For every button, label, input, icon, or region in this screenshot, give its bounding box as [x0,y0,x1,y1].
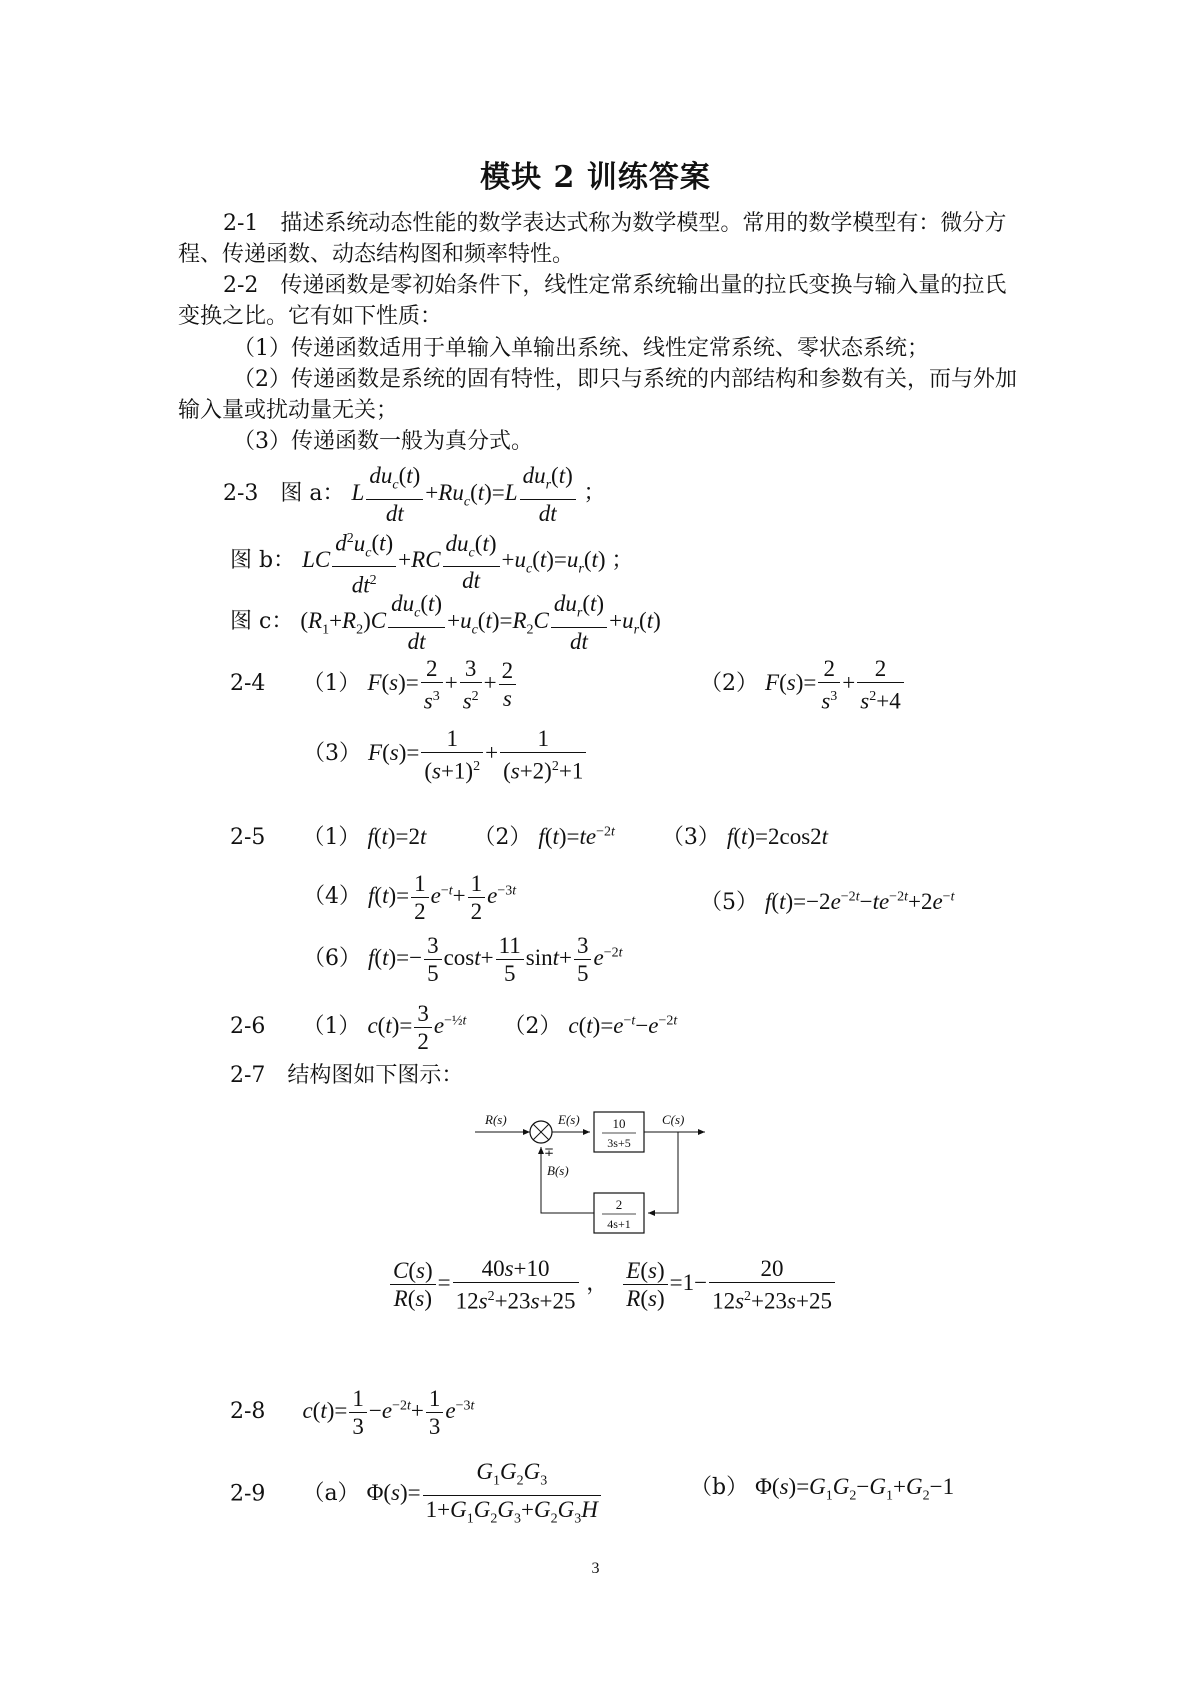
label-2-5: 2-5 [230,825,266,850]
label-C: C(s) [662,1112,685,1127]
answer-2-5-5 [700,885,954,916]
answer-2-9-b [690,1470,954,1505]
equation-2-5-3: f(t)=2cos2t [726,824,829,849]
equation-2-5-1: f(t)=2t [367,824,427,849]
item-label: （b） [690,1475,749,1500]
item-label: （3） [661,825,720,850]
feedback-den: 4s+1 [607,1217,631,1231]
equation-2-9-a: Φ(s)= $\frac{G_1G_2G_3}{1+G_1G_2G_3+G_2G_3H}$ [367,1480,603,1505]
feedback-sign: ∓ [544,1145,555,1159]
forward-num: 10 [612,1116,626,1131]
answer-2-4-2 [700,655,906,715]
equation-2-5-4: f(t)= $\frac{1}{2}$ $e^{-t}+$ $\frac{1}{2}$ $e^{-3t}$ [368,871,517,924]
answer-2-2: 2-2 传递函数是零初始条件下，线性定常系统输出量的拉氏变换与输入量的拉氏变换之比。它有如下性质： [178,273,1007,329]
equation-2-3-a: L $du_c(t)$ dt $+Ru_c(t)=L$ $du_r(t)$ dt [352,480,584,505]
answer-2-9-a [230,1458,603,1532]
answer-2-5-4 [303,870,516,925]
label-2-3-a: 2-3 图 a： [223,480,345,506]
item-label: （2） [473,825,532,850]
answer-2-4-3 [303,725,588,785]
equation-2-4-1: F(s)= $\frac{2}{s^3}$ + $\frac{3}{s^2}$ + $\frac{2}{s}$ [367,670,518,695]
item-label: （1） [302,671,361,697]
label-2-3-c: 图 c： [230,608,294,634]
item-label: （2） [503,1013,562,1039]
item-label: （3） [303,741,361,767]
label-2-8: 2-8 [230,1398,266,1424]
item-label: （6） [303,945,361,971]
equation-2-5-5: $f(t)=-2e^{-2t}-te^{-2t}+2e^{-t}$ [765,889,955,914]
equation-2-8: c(t)= $\frac{1}{3}$ $-e^{-2t}+$ $\frac{1}{3}$ $e^{-3t}$ [302,1386,475,1439]
answer-2-2-item-3: （3）传递函数一般为真分式。 [233,429,533,454]
page-title: 模块 2 训练答案 [480,160,711,195]
item-label: （1） [302,1013,361,1039]
answer-2-2-item-2: （2）传递函数是系统的固有特性，即只与系统的内部结构和参数有关，而与外加输入量或扰动量无关； [178,367,1017,423]
answer-2-3-c [230,590,661,655]
item-label: （5） [700,890,758,915]
equation-2-5-6: f(t)=− $\frac{3}{5}$ cost+ $\frac{11}{5}$ sint+ $\frac{3}{5}$ $e^{-2t}$ [368,933,623,986]
equation-2-4-2: F(s)= $\frac{2}{s^3}$ + $\frac{2}{s^2+4}$ [765,670,906,695]
equation-2-6-2: $c(t)=e^{-t}-e^{-2t}$ [568,1012,678,1038]
label-B: B(s) [547,1163,569,1178]
equation-2-9-b: $\Phi(s)=G_1G_2-G_1+G_2-1$ [755,1474,955,1504]
label-R: R(s) [485,1112,507,1127]
forward-den: 3s+5 [607,1136,631,1150]
page-number: 3 [591,1560,600,1577]
label-2-6: 2-6 [230,1013,266,1039]
item-label: （1） [302,825,361,850]
answer-2-2-item-1: （1）传递函数适用于单输入单输出系统、线性定常系统、零状态系统； [233,336,929,361]
block-diagram [470,1100,730,1235]
answer-2-1: 2-1 描述系统动态性能的数学表达式称为数学模型。常用的数学模型有：微分方程、传递函数、动态结构图和频率特性。 [178,211,1007,267]
answer-2-7-result [388,1255,837,1315]
item-label: （a） [302,1481,360,1507]
answer-2-3-a [223,462,606,527]
item-label: （4） [303,883,361,909]
label-E: E(s) [558,1112,580,1127]
equation-2-6-1: c(t)= $\frac{3}{2}$ $e^{-\frac{1}{2}t}$ [367,1001,467,1054]
equation-2-7-c-over-r: $\frac{C(s)}{R(s)}$ = $\frac{40s+10}{12s^2+23s+25}$ [388,1270,586,1295]
equation-2-7-e-over-r: $\frac{E(s)}{R(s)}$ =1− $\frac{20}{12s^2+23s+25}$ [621,1270,837,1295]
equation-2-4-3: F(s)= $\frac{1}{(s+1)^2}$ + $\frac{1}{(s+2)^2+1}$ [368,740,588,765]
equation-2-5-2: $f(t)=te^{-2t}$ [538,824,615,849]
equation-2-3-b: LC $\frac{d^2u_c(t)}{dt^2}$ +RC $du_c(t)$ dt $+u_c(t)=u_r(t)$ [302,547,611,572]
label-2-3-b: 图 b： [230,548,296,574]
answer-2-8 [230,1385,474,1440]
label-2-9: 2-9 [230,1481,266,1507]
semicolon: ； [611,548,634,574]
answer-2-5-row-1 [230,820,828,851]
answer-2-7: 2-7 结构图如下图示： [230,1063,464,1088]
item-label: （2） [700,671,758,697]
answer-2-5-6 [303,932,623,987]
answer-2-3-b [230,525,633,599]
label-2-4: 2-4 [230,671,266,697]
equation-2-3-c: $(R_1+R_2)C$ $du_c(t)$ dt $+u_c(t)=R_2C$ $du_r(t)$ dt $+u_r(t)$ [300,591,661,654]
answer-2-6 [230,1000,677,1055]
answer-2-4-1 [230,655,518,715]
comma: ， [586,1271,609,1297]
semicolon: ； [583,480,606,506]
feedback-num: 2 [615,1197,623,1212]
